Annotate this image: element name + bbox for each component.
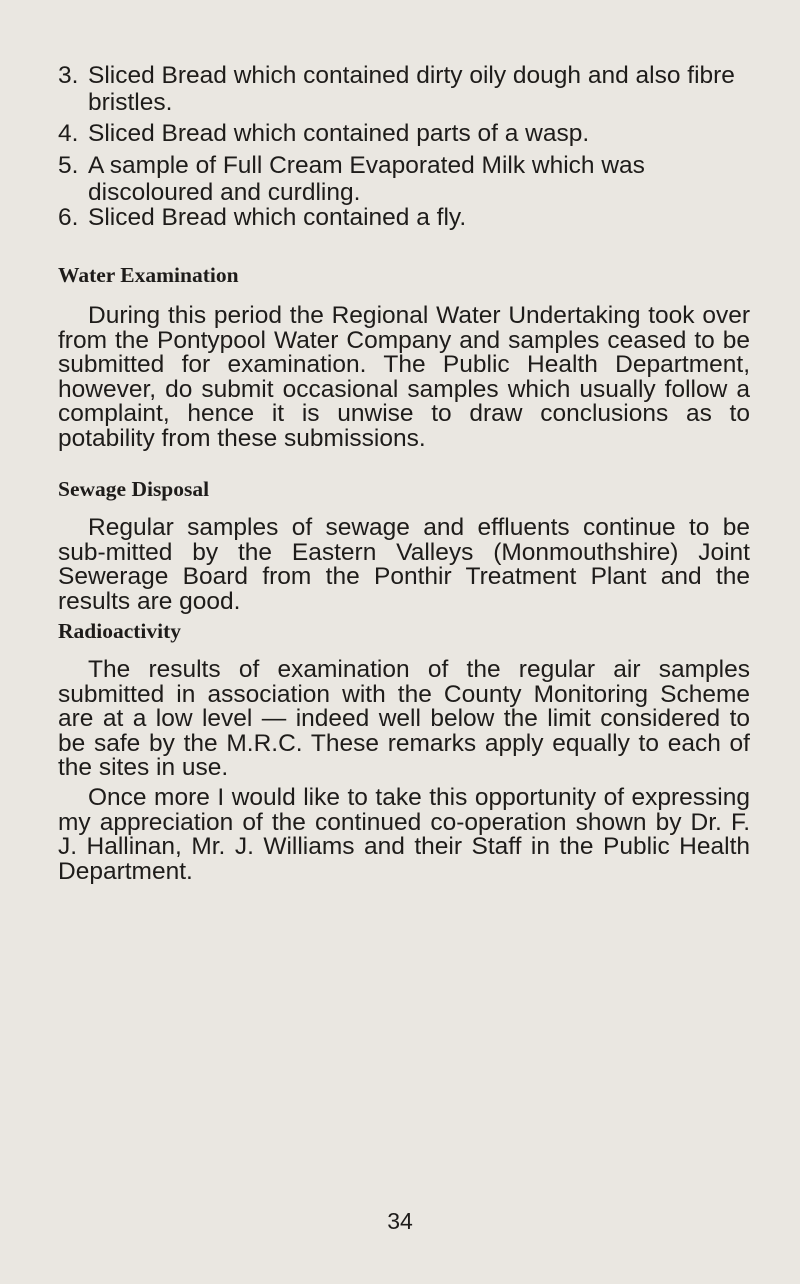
list-item-text: A sample of Full Cream Evaporated Milk which was discoloured and curdling. [88,152,645,206]
list-item-6 [58,204,748,231]
list-item-5 [58,152,748,206]
list-item-text: Sliced Bread which contained parts of a wasp. [88,120,590,147]
list-item-4 [58,120,748,147]
list-item-number: 6. [58,204,79,231]
list-item-number: 5. [58,152,79,179]
paragraph-radioactivity: The results of examination of the regular air samples submitted in association with the County Monitoring Scheme are at a low level — indeed well below the limit considered to be safe by the M.R.C. These remarks apply equally to each of the sites in use. [58,656,750,782]
paragraph-closing: Once more I would like to take this opportunity of expressing my appreciation of the continued co-operation shown by Dr. F. J. Hallinan, Mr. J. Williams and their Staff in the Public Health Department. [58,784,750,885]
list-item-text: Sliced Bread which contained dirty oily dough and also fibre bristles. [88,62,735,116]
list-item-text: Sliced Bread which contained a fly. [88,204,467,231]
section-heading-radioactivity: Radioactivity [58,619,182,643]
paragraph-sewage-disposal: Regular samples of sewage and effluents continue to be sub-mitted by the Eastern Valleys (Monmouthshire) Joint Sewerage Board from the Ponthir Treatment Plant and the results are good. [58,514,750,615]
paragraph-water-examination: During this period the Regional Water Undertaking took over from the Pontypool Water Company and samples ceased to be submitted for examination. The Public Health Department, however, do submit occasional samples which usually follow a complaint, hence it is unwise to draw conclusions as to potability from these submissions. [58,302,750,452]
list-item-3 [58,62,748,116]
list-item-number: 4. [58,120,79,147]
section-heading-water-examination: Water Examination [58,263,239,287]
page-number: 34 [387,1208,413,1234]
list-item-number: 3. [58,62,79,89]
section-heading-sewage-disposal: Sewage Disposal [58,477,210,501]
